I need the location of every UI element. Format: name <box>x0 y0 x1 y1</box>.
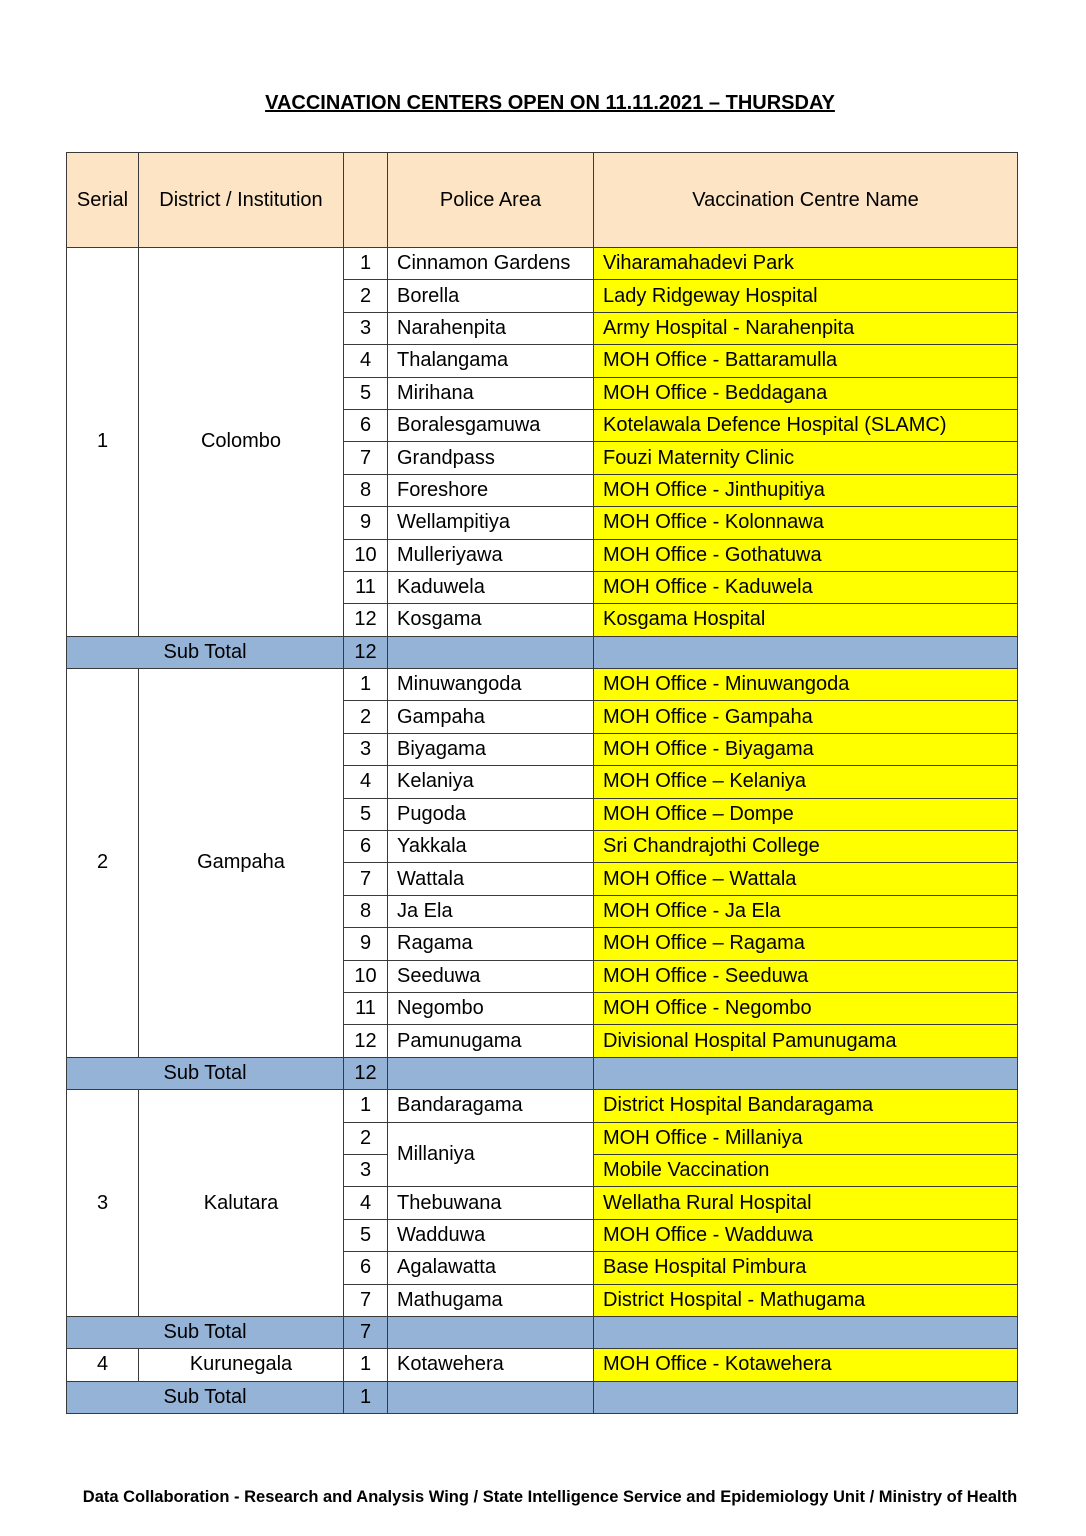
centre-name-cell: MOH Office - Seeduwa <box>594 960 1018 992</box>
police-area-cell: Narahenpita <box>388 312 594 344</box>
row-number-cell: 2 <box>344 701 388 733</box>
row-number-cell: 10 <box>344 960 388 992</box>
row-number-cell: 7 <box>344 442 388 474</box>
police-area-cell: Mathugama <box>388 1284 594 1316</box>
row-number-cell: 1 <box>344 248 388 280</box>
row-number-cell: 2 <box>344 280 388 312</box>
page-title: VACCINATION CENTERS OPEN ON 11.11.2021 – THURSDAY <box>265 92 835 114</box>
centre-name-cell: Kosgama Hospital <box>594 604 1018 636</box>
row-number-cell: 11 <box>344 992 388 1024</box>
centre-name-cell: District Hospital Bandaragama <box>594 1090 1018 1122</box>
header-centre-name: Vaccination Centre Name <box>594 153 1018 248</box>
table-row <box>67 669 1018 701</box>
row-number-cell: 12 <box>344 1025 388 1057</box>
row-number-cell: 5 <box>344 377 388 409</box>
subtotal-label: Sub Total <box>67 1316 344 1348</box>
police-area-cell: Ragama <box>388 928 594 960</box>
centre-name-cell: MOH Office - Millaniya <box>594 1122 1018 1154</box>
subtotal-empty-cell <box>594 1381 1018 1413</box>
vaccination-centers-table <box>66 152 1018 1414</box>
centre-name-cell: Fouzi Maternity Clinic <box>594 442 1018 474</box>
subtotal-empty-cell <box>388 1381 594 1413</box>
police-area-cell: Biyagama <box>388 733 594 765</box>
row-number-cell: 9 <box>344 928 388 960</box>
police-area-cell: Mirihana <box>388 377 594 409</box>
police-area-cell: Kelaniya <box>388 766 594 798</box>
header-police-area: Police Area <box>388 153 594 248</box>
serial-cell: 3 <box>67 1090 139 1317</box>
centre-name-cell: MOH Office – Dompe <box>594 798 1018 830</box>
centre-name-cell: Lady Ridgeway Hospital <box>594 280 1018 312</box>
subtotal-value: 1 <box>344 1381 388 1413</box>
police-area-cell: Kaduwela <box>388 571 594 603</box>
row-number-cell: 8 <box>344 895 388 927</box>
table-body <box>67 248 1018 1414</box>
subtotal-empty-cell <box>594 1316 1018 1348</box>
police-area-cell: Thalangama <box>388 345 594 377</box>
centre-name-cell: MOH Office - Negombo <box>594 992 1018 1024</box>
header-district: District / Institution <box>139 153 344 248</box>
row-number-cell: 8 <box>344 474 388 506</box>
row-number-cell: 7 <box>344 1284 388 1316</box>
police-area-cell: Grandpass <box>388 442 594 474</box>
police-area-cell: Wadduwa <box>388 1219 594 1251</box>
centre-name-cell: Viharamahadevi Park <box>594 248 1018 280</box>
centre-name-cell: Wellatha Rural Hospital <box>594 1187 1018 1219</box>
centre-name-cell: MOH Office - Jinthupitiya <box>594 474 1018 506</box>
subtotal-empty-cell <box>388 636 594 668</box>
district-name-cell: Gampaha <box>139 669 344 1058</box>
district-name-cell: Colombo <box>139 248 344 637</box>
district-name-cell: Kurunegala <box>139 1349 344 1381</box>
centre-name-cell: MOH Office - Kaduwela <box>594 571 1018 603</box>
subtotal-label: Sub Total <box>67 636 344 668</box>
centre-name-cell: MOH Office - Biyagama <box>594 733 1018 765</box>
police-area-cell: Minuwangoda <box>388 669 594 701</box>
row-number-cell: 4 <box>344 345 388 377</box>
subtotal-empty-cell <box>594 1057 1018 1089</box>
subtotal-value: 7 <box>344 1316 388 1348</box>
row-number-cell: 12 <box>344 604 388 636</box>
header-number <box>344 153 388 248</box>
centre-name-cell: Base Hospital Pimbura <box>594 1252 1018 1284</box>
centre-name-cell: Kotelawala Defence Hospital (SLAMC) <box>594 409 1018 441</box>
table-row <box>67 248 1018 280</box>
police-area-cell: Kotawehera <box>388 1349 594 1381</box>
centre-name-cell: Sri Chandrajothi College <box>594 831 1018 863</box>
centre-name-cell: MOH Office - Beddagana <box>594 377 1018 409</box>
police-area-cell: Seeduwa <box>388 960 594 992</box>
row-number-cell: 1 <box>344 1090 388 1122</box>
police-area-cell: Foreshore <box>388 474 594 506</box>
subtotal-empty-cell <box>594 636 1018 668</box>
row-number-cell: 6 <box>344 409 388 441</box>
centre-name-cell: MOH Office - Gothatuwa <box>594 539 1018 571</box>
subtotal-empty-cell <box>388 1316 594 1348</box>
row-number-cell: 4 <box>344 1187 388 1219</box>
row-number-cell: 6 <box>344 1252 388 1284</box>
subtotal-row <box>67 1381 1018 1413</box>
subtotal-row <box>67 1057 1018 1089</box>
police-area-cell: Kosgama <box>388 604 594 636</box>
serial-cell: 2 <box>67 669 139 1058</box>
serial-cell: 4 <box>67 1349 139 1381</box>
police-area-cell: Yakkala <box>388 831 594 863</box>
district-name-cell: Kalutara <box>139 1090 344 1317</box>
row-number-cell: 1 <box>344 1349 388 1381</box>
police-area-cell: Pamunugama <box>388 1025 594 1057</box>
police-area-cell: Thebuwana <box>388 1187 594 1219</box>
police-area-cell: Boralesgamuwa <box>388 409 594 441</box>
row-number-cell: 11 <box>344 571 388 603</box>
row-number-cell: 2 <box>344 1122 388 1154</box>
police-area-cell: Gampaha <box>388 701 594 733</box>
row-number-cell: 5 <box>344 798 388 830</box>
row-number-cell: 9 <box>344 507 388 539</box>
centre-name-cell: MOH Office - Wadduwa <box>594 1219 1018 1251</box>
police-area-cell: Wattala <box>388 863 594 895</box>
centre-name-cell: MOH Office – Wattala <box>594 863 1018 895</box>
centre-name-cell: MOH Office – Kelaniya <box>594 766 1018 798</box>
table-row <box>67 1349 1018 1381</box>
row-number-cell: 10 <box>344 539 388 571</box>
police-area-cell: Agalawatta <box>388 1252 594 1284</box>
police-area-cell: Pugoda <box>388 798 594 830</box>
police-area-cell: Wellampitiya <box>388 507 594 539</box>
subtotal-label: Sub Total <box>67 1381 344 1413</box>
centre-name-cell: MOH Office - Minuwangoda <box>594 669 1018 701</box>
centre-name-cell: Army Hospital - Narahenpita <box>594 312 1018 344</box>
row-number-cell: 4 <box>344 766 388 798</box>
centre-name-cell: MOH Office - Kolonnawa <box>594 507 1018 539</box>
row-number-cell: 7 <box>344 863 388 895</box>
subtotal-value: 12 <box>344 636 388 668</box>
police-area-cell: Ja Ela <box>388 895 594 927</box>
centre-name-cell: MOH Office - Kotawehera <box>594 1349 1018 1381</box>
serial-cell: 1 <box>67 248 139 637</box>
row-number-cell: 3 <box>344 1154 388 1186</box>
row-number-cell: 6 <box>344 831 388 863</box>
subtotal-value: 12 <box>344 1057 388 1089</box>
row-number-cell: 1 <box>344 669 388 701</box>
row-number-cell: 3 <box>344 733 388 765</box>
row-number-cell: 5 <box>344 1219 388 1251</box>
centre-name-cell: MOH Office - Ja Ela <box>594 895 1018 927</box>
police-area-cell: Cinnamon Gardens <box>388 248 594 280</box>
centre-name-cell: Divisional Hospital Pamunugama <box>594 1025 1018 1057</box>
header-serial: Serial <box>67 153 139 248</box>
row-number-cell: 3 <box>344 312 388 344</box>
subtotal-row <box>67 636 1018 668</box>
table-header-row <box>67 153 1018 248</box>
centre-name-cell: MOH Office - Gampaha <box>594 701 1018 733</box>
table-row <box>67 1090 1018 1122</box>
police-area-cell: Mulleriyawa <box>388 539 594 571</box>
subtotal-row <box>67 1316 1018 1348</box>
centre-name-cell: District Hospital - Mathugama <box>594 1284 1018 1316</box>
centre-name-cell: Mobile Vaccination <box>594 1154 1018 1186</box>
centre-name-cell: MOH Office – Ragama <box>594 928 1018 960</box>
police-area-cell: Borella <box>388 280 594 312</box>
subtotal-label: Sub Total <box>67 1057 344 1089</box>
subtotal-empty-cell <box>388 1057 594 1089</box>
police-area-cell: Bandaragama <box>388 1090 594 1122</box>
police-area-cell: Negombo <box>388 992 594 1024</box>
footer-credit: Data Collaboration - Research and Analysis Wing / State Intelligence Service and Epidemiology Unit / Ministry of Health <box>82 1488 1018 1506</box>
centre-name-cell: MOH Office - Battaramulla <box>594 345 1018 377</box>
police-area-cell: Millaniya <box>388 1122 594 1187</box>
